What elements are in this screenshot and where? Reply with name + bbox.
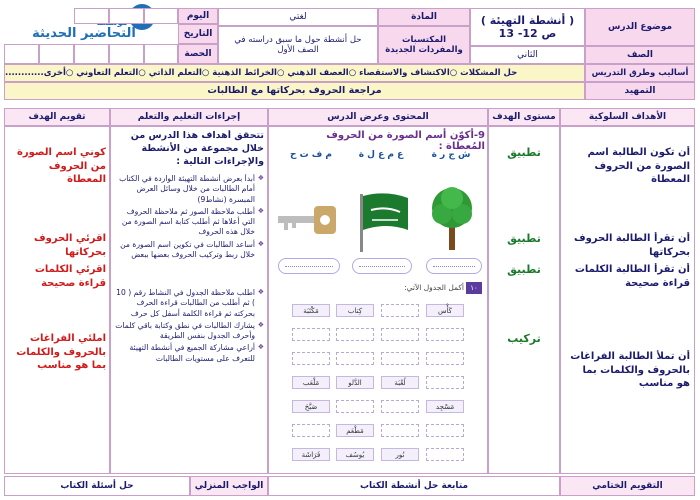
homework-value: حل أسئلة الكتاب [4, 476, 190, 496]
procedure-item: ❖ أطلب ملاحظة الصور ثم ملاحظة الحروف التي أعلاها ثم أطلب كتابة اسم الصورة من خلال هذه الحروف [114, 207, 264, 238]
flag-image [356, 190, 412, 252]
word-cell: مَكْتَبَة [292, 304, 330, 317]
homework-label: الواجب المنزلي [190, 476, 268, 496]
methods-label: أساليب وطرق التدريس [585, 64, 695, 82]
schedule-cell [4, 44, 39, 64]
schedule-cell [74, 8, 109, 24]
table-title: أكمل الجدول الآتي: [404, 283, 464, 292]
word-cell[interactable] [381, 328, 419, 341]
assessment-4: املئي الفراغات بالحروف والكلمات بما هو مناسب [16, 333, 106, 371]
schedule-cell [39, 44, 74, 64]
intro-label: التمهيد [585, 82, 695, 100]
schedule-cell [109, 44, 144, 64]
word-cell[interactable] [381, 400, 419, 413]
lesson-topic-value: ( أنشطة التهيئة ) [480, 13, 575, 27]
word-cell: مَطْعَم [336, 424, 374, 437]
procedure-item: ❖ اطلب ملاحظة الجدول في النشاط رقم ( 10 ) ثم أطلب من الطالبات قراءة الحرف بحركته ثم قراءة الكلمة أسفل كل حرف [114, 288, 264, 319]
word-cell[interactable] [292, 352, 330, 365]
word-cell: صَبَّحَ [292, 400, 330, 413]
word-cell: فَرَاشَة [292, 448, 330, 461]
words-table [292, 304, 472, 472]
level-2: تطبيق [507, 232, 541, 245]
word-cell[interactable] [292, 424, 330, 437]
grade-value: الثاني [470, 46, 585, 64]
word-cell[interactable] [426, 328, 464, 341]
content-header: المحتوى وعرض الدرس [268, 108, 488, 126]
word-cell[interactable] [381, 304, 419, 317]
level-3: تطبيق [507, 263, 541, 276]
word-cell: كِتاب [336, 304, 374, 317]
word-cell[interactable] [426, 376, 464, 389]
level-4: تركيب [507, 332, 541, 345]
assessment-2: اقرئي الحروف بحركاتها [34, 233, 106, 258]
word-cell[interactable] [426, 424, 464, 437]
subject-label: المادة [378, 8, 470, 26]
methods-value: حل المشكلات ○الاكتشاف والاستقصاء ○العصف الذهني ○الخرائط الذهنية ○التعلم الذاتي ○التعلم التعاوني ○أخرى............ [4, 64, 585, 82]
date-label: التاريخ [178, 24, 218, 44]
word-cell: يُوسُف [336, 448, 374, 461]
word-cell: مَلْعَب [292, 376, 330, 389]
procedure-item: ❖ أساعد الطالبات في تكوين اسم الصورة من خلال ربط وتركيب الحروف بعضها ببعض [114, 240, 264, 261]
lesson-pages: ص 12- 13 [498, 27, 557, 40]
final-assessment-value: متابعة حل أنشطة الكتاب [268, 476, 560, 496]
knowledge-value: حل أنشطة حول ما سبق دراسته في الصف الأول [218, 26, 378, 64]
answer-line-3[interactable] [278, 258, 340, 274]
objective-4: أن تملأ الطالبة الفراغات بالحروف والكلمات بما هو مناسب [570, 351, 690, 389]
letter-group-3: م ف ت ح [290, 150, 332, 160]
day-label: اليوم [178, 8, 218, 24]
subject-value: لغتي [218, 8, 378, 26]
assessment-3: اقرئي الكلمات قراءة صحيحة [34, 264, 106, 289]
procedure-item: ❖ يشارك الطالبات في نطق وكتابة باقي كلمات وأحرف الجدول بنفس الطريقة [114, 321, 264, 342]
period-label: الحصة [178, 44, 218, 64]
word-cell[interactable] [336, 352, 374, 365]
word-cell[interactable] [336, 328, 374, 341]
word-cell: نُور [381, 448, 419, 461]
schedule-grid [4, 8, 178, 64]
procedure-item: ❖ أراعي مشاركة الجميع في أنشطة التهيئة للتعرف على مستويات الطالبات [114, 343, 264, 364]
level-1: تطبيق [507, 146, 541, 159]
objective-1: أن تكون الطالبة اسم الصورة من الحروف المعطاة [587, 147, 690, 185]
letter-group-2: ع م ع ل ة [358, 150, 404, 160]
word-cell: كَأْس [426, 304, 464, 317]
tree-image [428, 184, 476, 252]
word-cell[interactable] [426, 352, 464, 365]
word-cell: لُعْبَة [381, 376, 419, 389]
word-cell[interactable] [336, 400, 374, 413]
lesson-topic-box [470, 8, 585, 46]
knowledge-label: المكتسبات والمفردات الجديدة [378, 26, 470, 64]
word-cell: مَسْجِد [426, 400, 464, 413]
level-header: مستوى الهدف [488, 108, 560, 126]
lesson-topic-label: موضوع الدرس [585, 8, 695, 46]
procedure-item: ❖ أبدأ بعرض أنشطة التهيئة الواردة في الكتاب أمام الطالبات من خلال وسائل العرض المبسرة (نشاط9) [114, 174, 264, 205]
letter-group-1: ش ج ر ة [431, 150, 471, 160]
key-image [276, 200, 340, 240]
assessment-header: تقويم الهدف [4, 108, 110, 126]
grade-label: الصف [585, 46, 695, 64]
answer-line-2[interactable] [352, 258, 412, 274]
word-cell: الدَّلو [336, 376, 374, 389]
procedures-header: إجراءات التعليم والتعلم [110, 108, 268, 126]
schedule-cell [109, 8, 144, 24]
word-cell[interactable] [292, 328, 330, 341]
procedures-list [114, 174, 264, 366]
assessment-1: كوني اسم الصورة من الحروف المعطاة [17, 147, 106, 185]
final-assessment-label: التقويم الختامي [560, 476, 695, 496]
exercise-title: 9-أكوّن أسم الصورة من الحروف المُعطاة : [326, 130, 485, 152]
objective-2: أن تقرأ الطالبة الحروف بحركاتها [573, 233, 690, 258]
objective-3: أن تقرأ الطالبة الكلمات قراءة صحيحة [574, 264, 690, 289]
table-badge: ١٠ [466, 282, 482, 294]
procedures-intro: تتحقق أهداف هذا الدرس من خلال مجموعة من الأنشطة والإجراءات التالية : [130, 130, 264, 167]
level-column [488, 126, 560, 474]
logo-line2: التحاضير الحديثة [32, 26, 136, 41]
answer-line-1[interactable] [426, 258, 482, 274]
word-cell[interactable] [381, 424, 419, 437]
objectives-header: الأهداف السلوكية [560, 108, 695, 126]
schedule-cell [144, 8, 178, 24]
intro-value: مراجعة الحروف بحركاتها مع الطالبات [4, 82, 585, 100]
word-cell[interactable] [426, 448, 464, 461]
schedule-cell [74, 44, 109, 64]
schedule-cell [144, 44, 178, 64]
word-cell[interactable] [381, 352, 419, 365]
